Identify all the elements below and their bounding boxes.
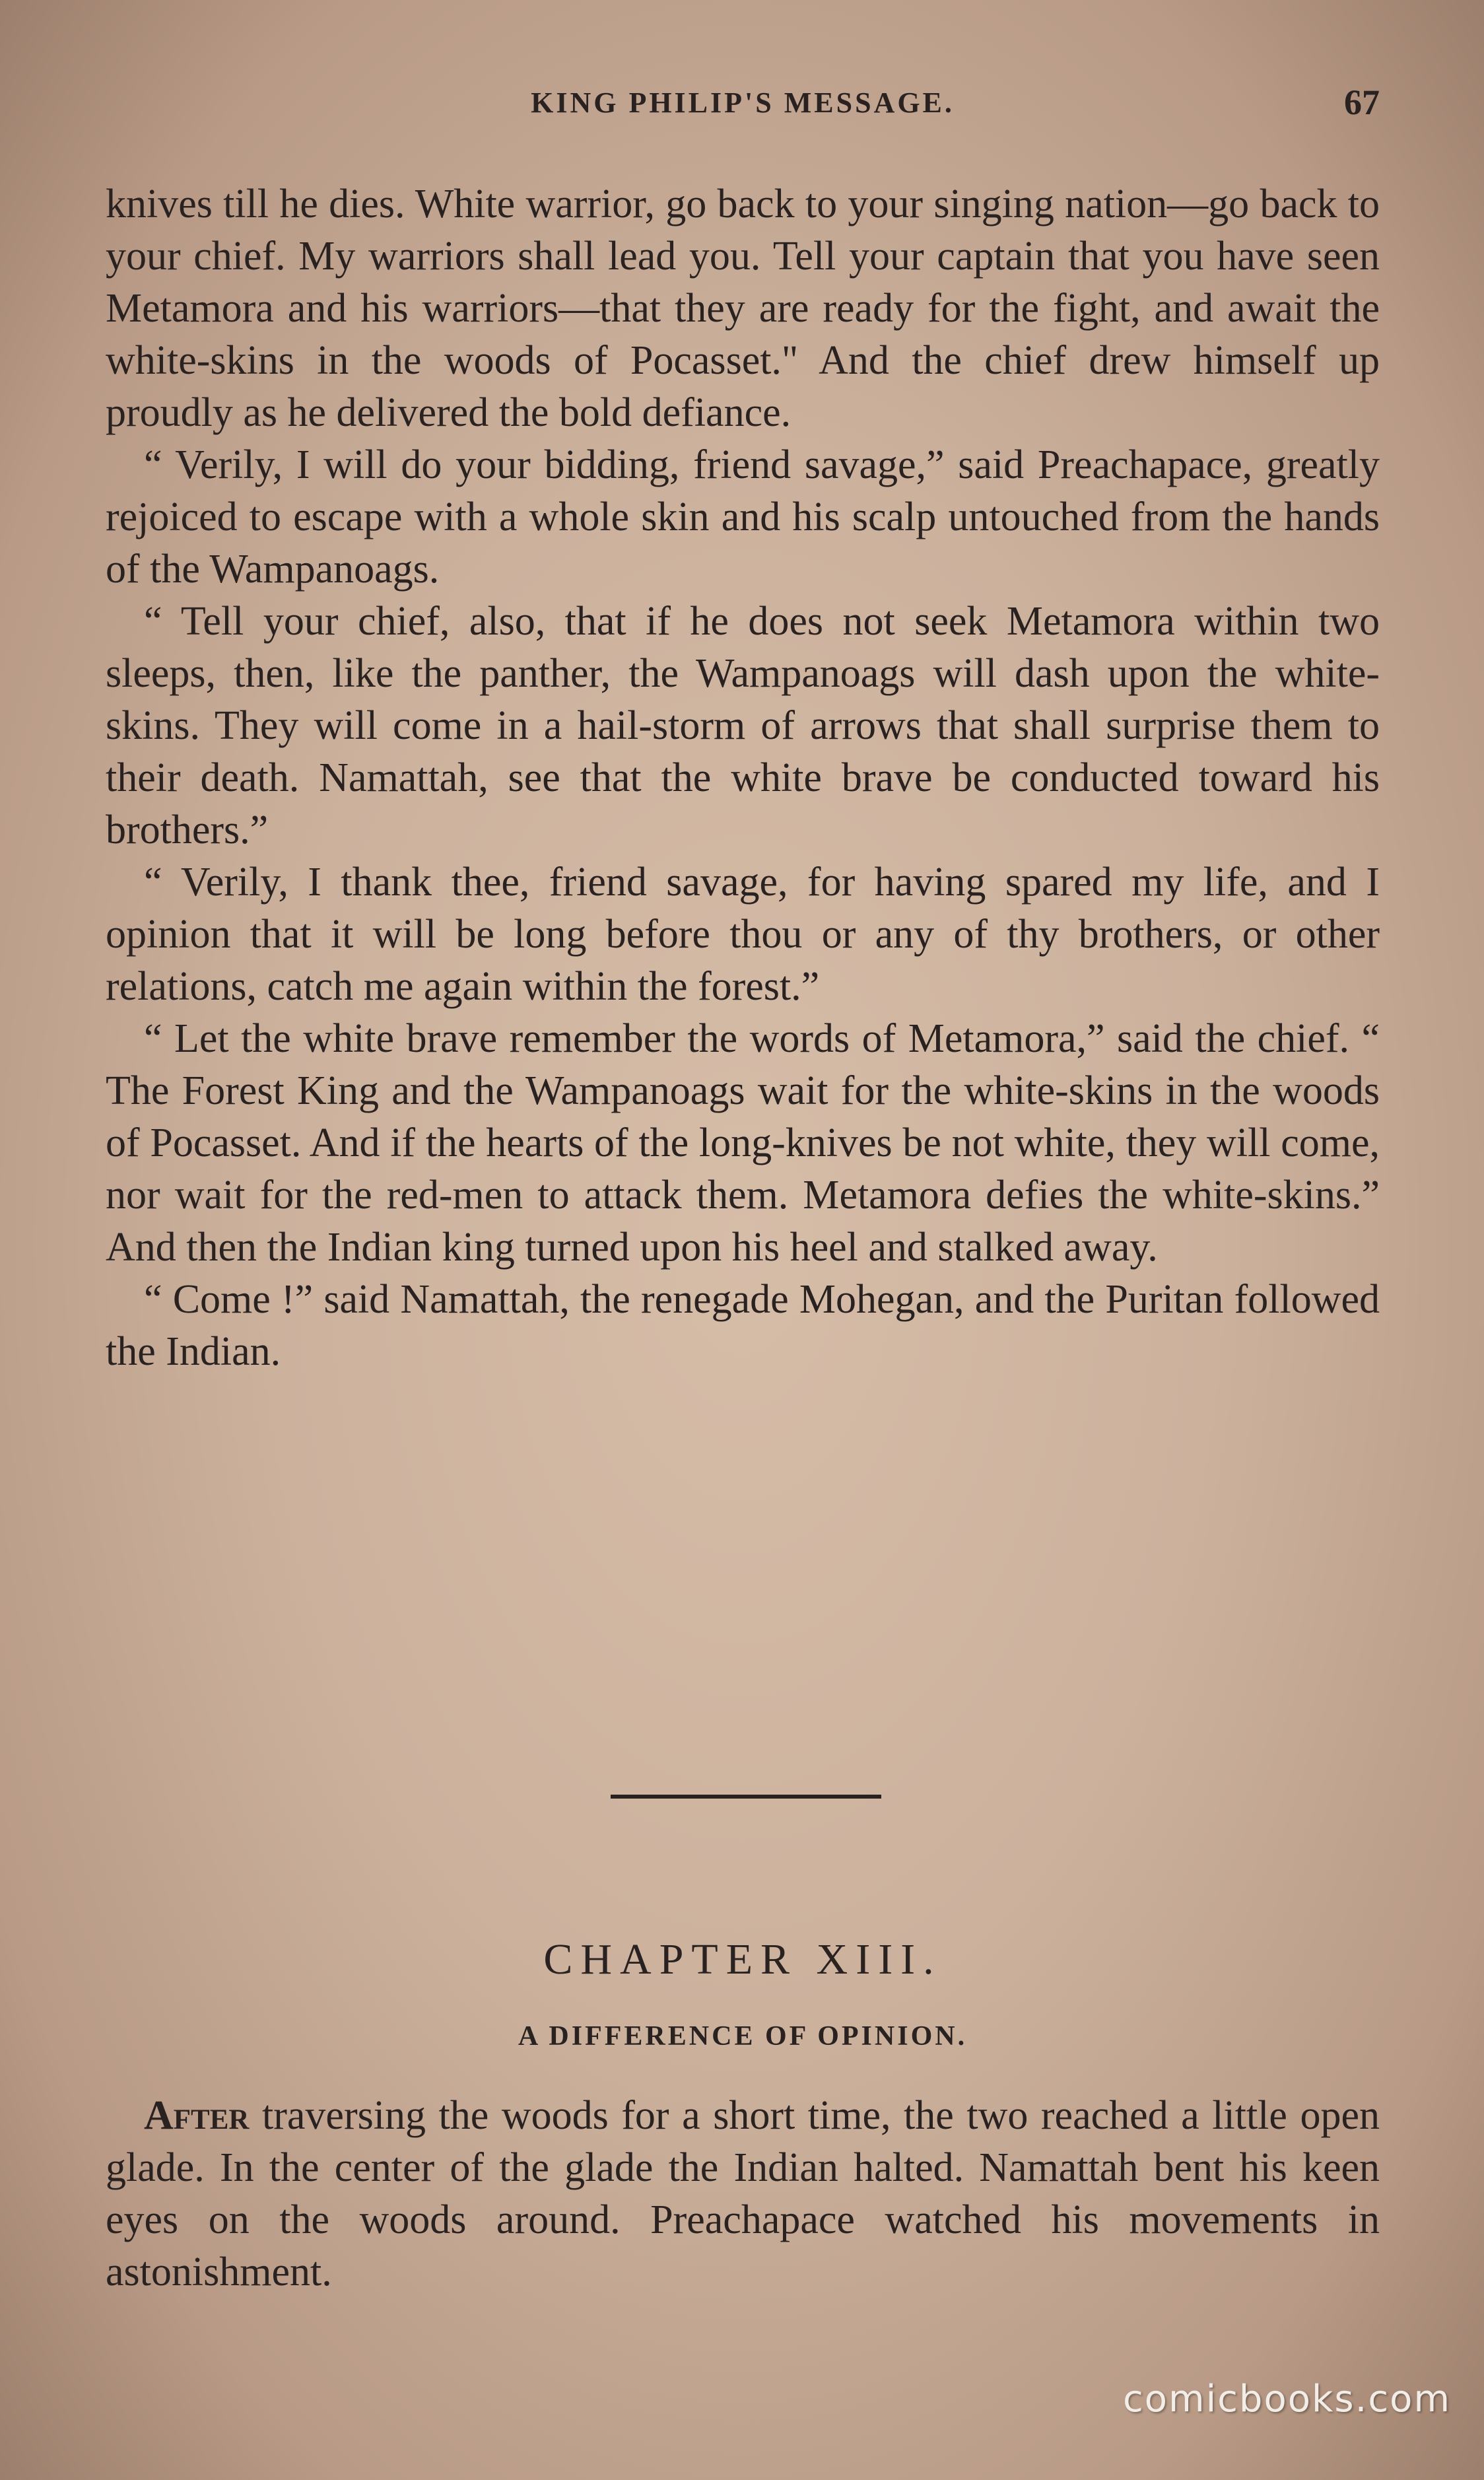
paragraph: “ Verily, I will do your bidding, friend savage,” said Preachapace, greatly rejoiced to escape with a whole skin and his scalp untouched from the hands of the Wampanoags. [106, 442, 1380, 592]
chapter-text [106, 2090, 1380, 2298]
paragraph: “ Come !” said Namattah, the renegade Mohegan, and the Puritan followed the Indian. [106, 1277, 1380, 1374]
running-head [106, 83, 1380, 132]
body-text [106, 178, 1380, 1378]
page-number: 67 [1344, 83, 1380, 122]
section-divider [611, 1795, 881, 1799]
paragraph: “ Tell your chief, also, that if he does not seek Metamora within two sleeps, then, like the panther, the Wampanoags will dash upon the white-skins. They will come in a hail-storm of arrows that shall surprise them to their death. Namattah, see that the white brave be conducted toward his brothers.” [106, 599, 1380, 852]
chapter-subtitle: A DIFFERENCE OF OPINION. [518, 2021, 968, 2051]
paragraph: knives till he dies. White warrior, go back to your singing nation—go back to your chief. My warriors shall lead you. Tell your captain that you have seen Metamora and his warriors—that they are ready for the fight, and await the white-skins in the woods of Pocasset." And the chief drew himself up proudly as he delivered the bold defiance. [106, 182, 1380, 435]
watermark: comicbooks.com [1122, 2378, 1451, 2421]
first-word: After [144, 2093, 250, 2138]
running-title: KING PHILIP'S MESSAGE. [531, 86, 955, 119]
paragraph-rest: traversing the woods for a short time, the two reached a little open glade. In the center of the glade the Indian halted. Namattah bent his keen eyes on the woods around. Preachapace watched his movements in astonishment. [106, 2093, 1380, 2294]
paragraph: “ Let the white brave remember the words of Metamora,” said the chief. “ The Forest King and the Wampanoags wait for the white-skins in the woods of Pocasset. And if the hearts of the long-knives be not white, they will come, nor wait for the red-men to attack them. Metamora defies the white-skins.” And then the Indian king turned upon his heel and stalked away. [106, 1016, 1380, 1270]
paragraph [106, 2090, 1380, 2298]
paragraph: “ Verily, I thank thee, friend savage, for having spared my life, and I opinion that it will be long before thou or any of thy brothers, or other relations, catch me again within the forest.” [106, 860, 1380, 1009]
chapter-heading: CHAPTER XIII. [543, 1935, 942, 1983]
